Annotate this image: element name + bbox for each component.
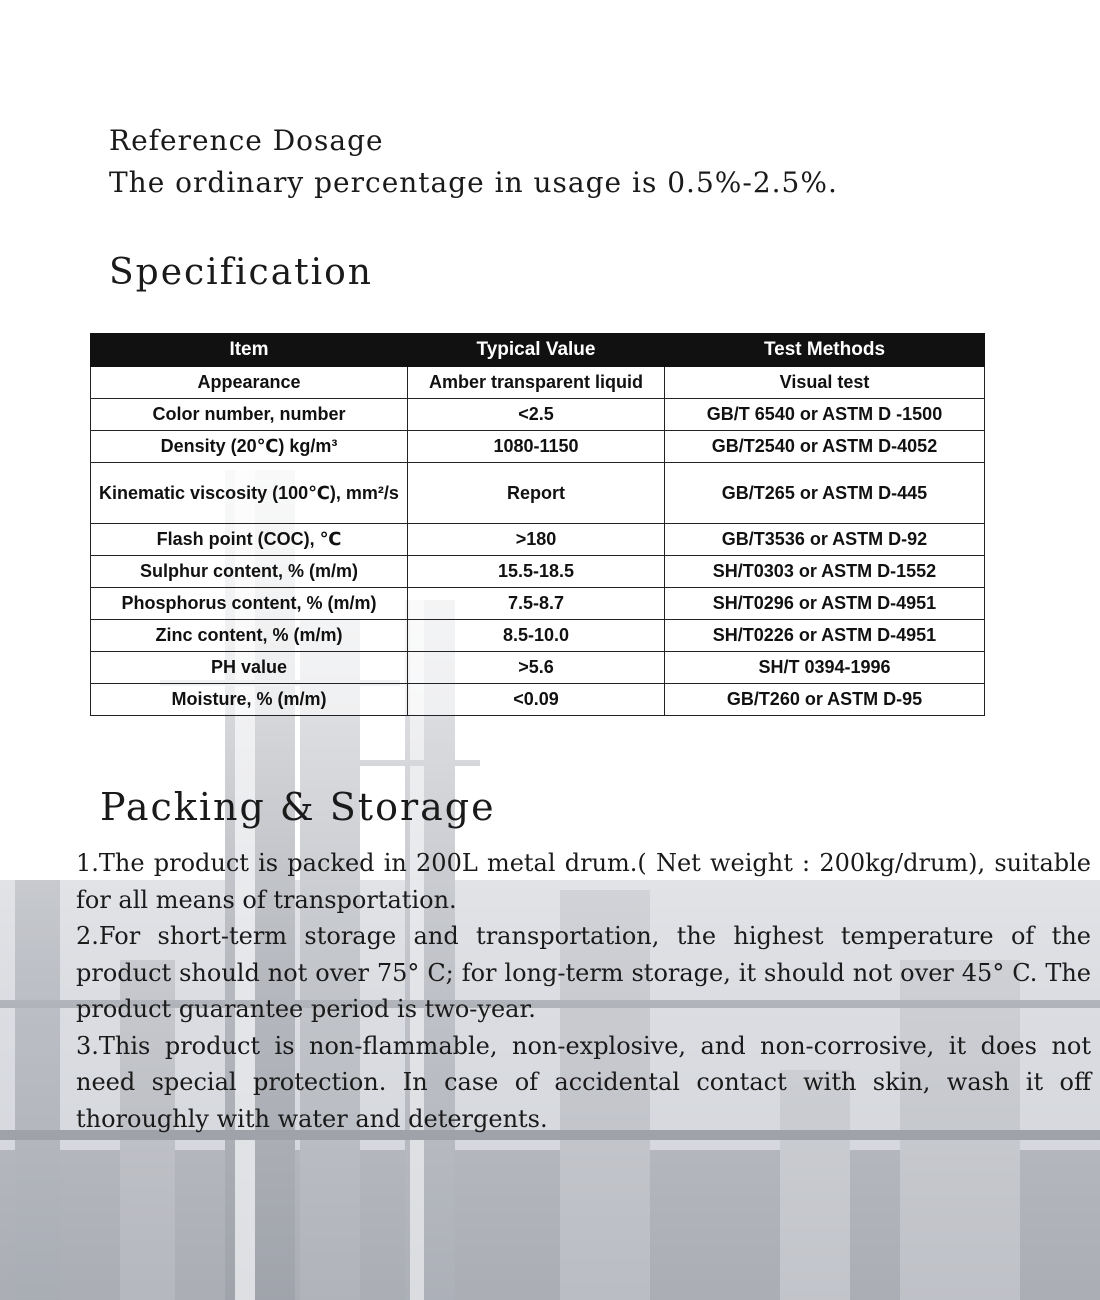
cell-method: SH/T0226 or ASTM D-4951	[665, 620, 985, 652]
specification-table	[90, 333, 985, 716]
list-item: 2.For short-term storage and transportation, the highest temperature of the product should not over 75° C; for long-term storage, it should not over 45° C. The product guarantee period is two-year.	[76, 922, 1091, 1023]
cell-method: GB/T3536 or ASTM D-92	[665, 524, 985, 556]
reference-dosage-text: The ordinary percentage in usage is 0.5%-2.5%.	[109, 166, 838, 199]
cell-method: GB/T 6540 or ASTM D -1500	[665, 399, 985, 431]
cell-value: >180	[408, 524, 665, 556]
cell-item: Phosphorus content, % (m/m)	[91, 588, 408, 620]
header-test-methods: Test Methods	[665, 334, 985, 367]
cell-item: Flash point (COC), ℃	[91, 524, 408, 556]
list-item: 1.The product is packed in 200L metal drum.( Net weight : 200kg/drum), suitable for all means of transportation.	[76, 849, 1091, 914]
cell-item: Appearance	[91, 367, 408, 399]
packing-storage-list	[76, 845, 1091, 1137]
reference-dosage-heading: Reference Dosage	[109, 124, 384, 157]
cell-value: 7.5-8.7	[408, 588, 665, 620]
cell-item: Moisture, % (m/m)	[91, 684, 408, 716]
table-row	[91, 652, 985, 684]
cell-value: >5.6	[408, 652, 665, 684]
table-row	[91, 431, 985, 463]
header-typical-value: Typical Value	[408, 334, 665, 367]
cell-value: 1080-1150	[408, 431, 665, 463]
cell-method: GB/T260 or ASTM D-95	[665, 684, 985, 716]
cell-item: Sulphur content, % (m/m)	[91, 556, 408, 588]
list-item: 3.This product is non-flammable, non-explosive, and non-corrosive, it does not need special protection. In case of accidental contact with skin, wash it off thoroughly with water and detergents.	[76, 1031, 1091, 1133]
specification-heading: Specification	[109, 252, 373, 293]
table-row	[91, 620, 985, 652]
cell-value: <0.09	[408, 684, 665, 716]
cell-value: 15.5-18.5	[408, 556, 665, 588]
cell-value: <2.5	[408, 399, 665, 431]
table-header-row	[91, 334, 985, 367]
cell-item: Color number, number	[91, 399, 408, 431]
cell-method: SH/T0296 or ASTM D-4951	[665, 588, 985, 620]
table-row	[91, 463, 985, 524]
cell-value: 8.5-10.0	[408, 620, 665, 652]
cell-method: GB/T2540 or ASTM D-4052	[665, 431, 985, 463]
packing-storage-heading: Packing & Storage	[100, 785, 496, 829]
table-row	[91, 524, 985, 556]
table-row	[91, 588, 985, 620]
header-item: Item	[91, 334, 408, 367]
table-row	[91, 399, 985, 431]
table-row	[91, 556, 985, 588]
cell-method: SH/T0303 or ASTM D-1552	[665, 556, 985, 588]
cell-value: Amber transparent liquid	[408, 367, 665, 399]
cell-item: PH value	[91, 652, 408, 684]
cell-item: Zinc content, % (m/m)	[91, 620, 408, 652]
cell-method: GB/T265 or ASTM D-445	[665, 463, 985, 524]
cell-item: Kinematic viscosity (100℃), mm²/s	[91, 463, 408, 524]
cell-method: SH/T 0394-1996	[665, 652, 985, 684]
cell-value: Report	[408, 463, 665, 524]
table-row	[91, 684, 985, 716]
table-row	[91, 367, 985, 399]
cell-method: Visual test	[665, 367, 985, 399]
cell-item: Density (20℃) kg/m³	[91, 431, 408, 463]
